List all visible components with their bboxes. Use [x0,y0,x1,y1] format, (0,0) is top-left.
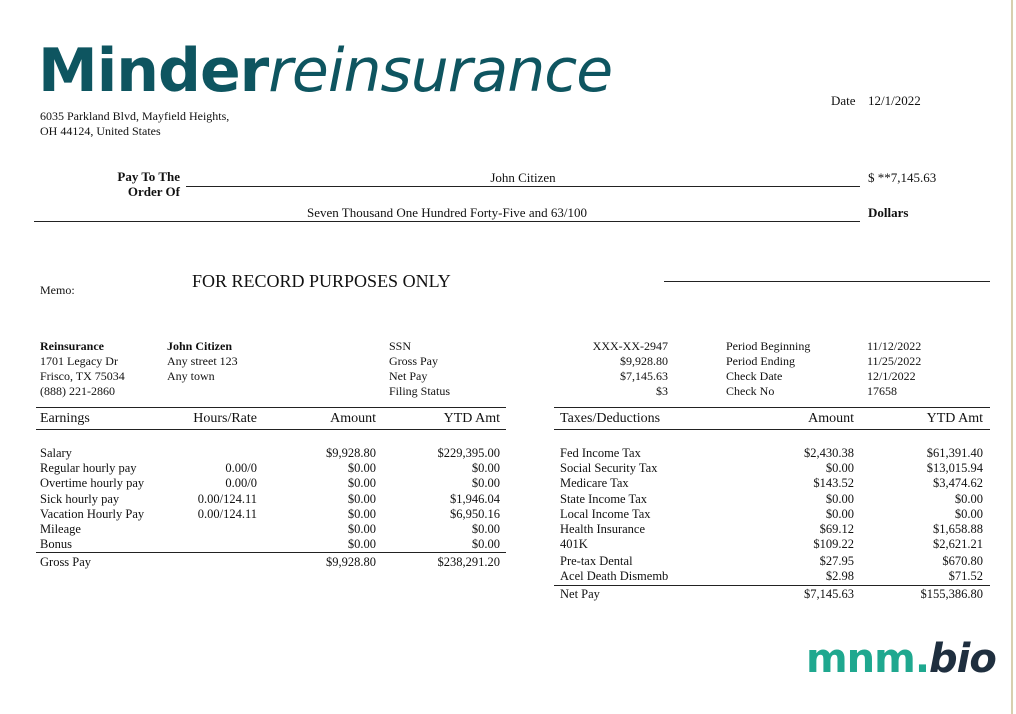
period-beginning-label: Period Beginning [726,339,811,353]
deductions-top-rule [554,407,990,408]
earnings-ytd: $229,395.00 [437,446,500,460]
deduction-row [560,461,990,476]
earnings-ytd: $0.00 [471,537,500,552]
company-logo [38,36,612,106]
employee-town: Any town [167,369,215,383]
earnings-rows [40,446,506,552]
employer-street: 1701 Legacy Dr [40,354,118,368]
deduction-amount: $0.00 [825,461,854,476]
earnings-ytd: $6,950.16 [450,506,500,521]
earnings-amount: $0.00 [347,491,376,506]
earnings-amount: $0.00 [347,476,376,491]
period-beginning-value: 11/12/2022 [867,339,922,353]
deduction-row [560,476,990,491]
employer-info [40,339,125,399]
date-label: Date [831,93,856,108]
earnings-ytd: $0.00 [471,476,500,491]
earnings-amount-header: Amount [330,411,376,426]
pay-to-label-1: Pay To The [117,169,180,184]
deductions-total-rule [554,585,990,586]
earnings-label: Bonus [40,537,72,552]
deduction-ytd: $71.52 [948,568,983,583]
earnings-row [40,492,506,507]
earnings-ytd: $0.00 [471,521,500,536]
deduction-amount: $2.98 [825,568,854,583]
address-line-1: 6035 Parkland Blvd, Mayfield Heights, [40,109,230,123]
net-pay-row [560,587,990,603]
earnings-amount: $0.00 [347,506,376,521]
deduction-label: Pre-tax Dental [560,553,633,568]
employer-phone: (888) 221-2860 [40,384,115,398]
deductions-header-rule [554,429,990,430]
earnings-label: Overtime hourly pay [40,476,145,491]
net-pay-total-label: Net Pay [560,587,600,601]
deduction-amount: $143.52 [813,476,854,491]
deduction-label: 401K [560,537,588,552]
earnings-amount: $0.00 [347,537,376,552]
filing-status-label: Filing Status [389,384,451,398]
amount-words-line [34,221,860,222]
period-values [867,339,921,399]
net-pay-value: $7,145.63 [620,369,668,383]
payee-name: John Citizen [490,170,556,185]
earnings-row [40,461,506,476]
net-pay-total-amount: $7,145.63 [804,587,854,601]
deduction-ytd: $0.00 [954,506,983,521]
deduction-row [560,537,990,554]
employee-name: John Citizen [167,339,233,353]
employee-street: Any street 123 [167,354,238,368]
deduction-ytd: $61,391.40 [926,446,983,460]
filing-status-value: $3 [656,384,668,398]
earnings-label: Mileage [40,521,81,536]
deduction-amount: $2,430.38 [804,446,854,460]
earnings-top-rule [36,407,506,408]
earnings-label: Salary [40,446,72,460]
earnings-header-rule [36,429,506,430]
gross-pay-value: $9,928.80 [620,354,668,368]
earnings-label: Regular hourly pay [40,461,137,476]
earnings-rate: 0.00/0 [225,461,257,476]
period-labels [726,339,810,399]
gross-pay-total-ytd: $238,291.20 [437,555,500,569]
earnings-total-rule [36,552,506,553]
earnings-row [40,476,506,491]
brand-part-2: bio [929,636,996,682]
brand-part-1: mnm. [806,636,930,682]
gross-pay-label: Gross Pay [389,354,439,368]
amount-numeric: $ **7,145.63 [868,170,937,185]
pay-summary-values [560,339,668,399]
deduction-amount: $109.22 [813,537,854,552]
earnings-row [40,522,506,537]
deduction-amount: $27.95 [819,553,854,568]
earnings-label: Sick hourly pay [40,491,120,506]
earnings-row [40,537,506,552]
deduction-row [560,522,990,537]
earnings-rate: 0.00/0 [225,476,257,491]
date-value: 12/1/2022 [868,93,921,108]
earnings-amount: $0.00 [347,521,376,536]
deductions-amount-header: Amount [808,411,854,426]
deduction-ytd: $13,015.94 [926,461,983,476]
earnings-label: Vacation Hourly Pay [40,506,145,521]
dollars-label: Dollars [868,205,909,220]
memo-text: FOR RECORD PURPOSES ONLY [192,271,451,291]
deductions-header: Taxes/Deductions [560,411,661,426]
deduction-ytd: $1,658.88 [933,521,983,536]
deduction-ytd: $670.80 [942,553,983,568]
ssn-value: XXX-XX-2947 [592,339,668,353]
deduction-label: Medicare Tax [560,476,629,491]
earnings-row [40,507,506,522]
deduction-label: Fed Income Tax [560,446,641,460]
logo-light-text: reinsurance [268,36,613,106]
check-date-value: 12/1/2022 [867,369,916,383]
earnings-row [40,446,506,461]
payee-line [186,186,860,187]
check-no-value: 17658 [867,384,897,398]
period-ending-value: 11/25/2022 [867,354,922,368]
hours-rate-header: Hours/Rate [193,411,257,426]
earnings-ytd-header: YTD Amt [443,411,500,426]
net-pay-label: Net Pay [389,369,428,383]
deduction-label: State Income Tax [560,491,648,506]
company-address [40,109,229,139]
deduction-amount: $0.00 [825,506,854,521]
gross-pay-row [40,555,506,571]
brand-logo [806,636,996,682]
deduction-row [560,554,990,569]
earnings-header: Earnings [40,411,90,426]
deduction-row [560,492,990,507]
employee-info [167,339,238,384]
deductions-rows [560,446,990,584]
deduction-row [560,569,990,584]
deduction-amount: $0.00 [825,491,854,506]
check-date-label: Check Date [726,369,783,383]
earnings-ytd: $1,946.04 [450,491,500,506]
deductions-ytd-header: YTD Amt [926,411,983,426]
deduction-label: Health Insurance [560,521,646,536]
employer-name: Reinsurance [40,339,104,353]
memo-label: Memo: [40,283,75,297]
gross-pay-total-amount: $9,928.80 [326,555,376,569]
pay-summary-labels [389,339,450,399]
deduction-label: Acel Death Dismemb [560,568,669,583]
net-pay-total-ytd: $155,386.80 [920,587,983,601]
earnings-amount: $0.00 [347,461,376,476]
earnings-amount: $9,928.80 [326,446,376,460]
deduction-row [560,507,990,522]
signature-line [664,281,990,282]
amount-words: Seven Thousand One Hundred Forty-Five and 63/100 [307,205,587,220]
deduction-ytd: $3,474.62 [933,476,983,491]
employer-city: Frisco, TX 75034 [40,369,125,383]
pay-to-label [60,169,180,199]
deduction-ytd: $0.00 [954,491,983,506]
deduction-amount: $69.12 [819,521,854,536]
period-ending-label: Period Ending [726,354,795,368]
gross-pay-total-label: Gross Pay [40,555,92,569]
address-line-2: OH 44124, United States [40,124,161,138]
deduction-label: Social Security Tax [560,461,658,476]
earnings-rate: 0.00/124.11 [197,506,257,521]
ssn-label: SSN [389,339,412,353]
deduction-ytd: $2,621.21 [933,537,983,552]
earnings-ytd: $0.00 [471,461,500,476]
page-edge [1011,0,1013,714]
deduction-label: Local Income Tax [560,506,651,521]
pay-to-label-2: Order Of [127,184,180,199]
logo-bold-text: Minder [38,36,269,106]
check-no-label: Check No [726,384,775,398]
deduction-row [560,446,990,461]
earnings-rate: 0.00/124.11 [197,491,257,506]
